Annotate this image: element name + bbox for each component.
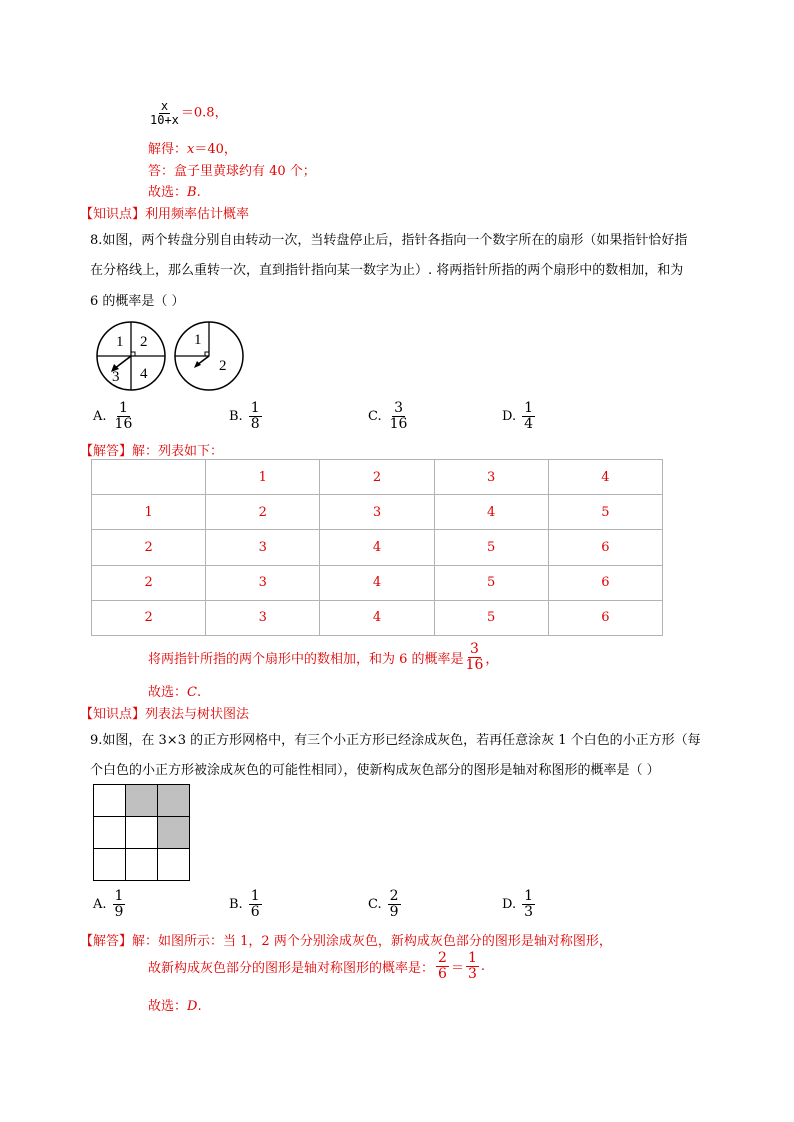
option-letter: D. <box>502 408 517 424</box>
option-fraction <box>249 401 262 431</box>
answer-fraction-1 <box>436 951 449 981</box>
table-row <box>92 460 663 495</box>
q9-line1: 9.如图，在 3×3 的正方形网格中，有三个小正方形已经涂成灰色，若再任意涂灰 1 个白色的小正方形（每 <box>90 733 701 748</box>
option-denominator: 9 <box>389 903 399 920</box>
conclusion-fraction <box>464 642 486 672</box>
option-numerator: 1 <box>250 400 260 416</box>
answer-intro: 解：列表如下： <box>132 444 224 459</box>
fraction-denominator: 3 <box>467 965 477 982</box>
choose-prefix: 故选： <box>148 685 188 700</box>
option-fraction <box>388 889 401 919</box>
fraction-numerator: 3 <box>470 641 479 657</box>
prev-choose-line <box>148 181 201 200</box>
grid-cell-gray <box>125 784 158 817</box>
option-fraction <box>388 401 410 431</box>
grid-cell-gray <box>157 784 190 817</box>
choose-end: . <box>196 685 202 700</box>
option-letter: C. <box>368 408 382 424</box>
spinner-left-label-1: 1 <box>116 334 124 350</box>
grid-cell-white <box>125 848 158 881</box>
answer-tag: 【解答】 <box>80 934 133 949</box>
table-cell: 4 <box>548 460 662 495</box>
q9-answer-line1 <box>80 930 612 949</box>
option-numerator: 1 <box>118 400 128 416</box>
table-cell: 4 <box>320 565 434 600</box>
table-cell: 2 <box>92 565 206 600</box>
grid-cell-white <box>125 816 158 849</box>
table-cell: 6 <box>548 565 662 600</box>
knowledge-point-8 <box>80 703 249 722</box>
equation-rhs: ＝0.8， <box>180 105 228 121</box>
q9-option-b[interactable] <box>229 889 262 919</box>
spinner-left-label-4: 4 <box>140 366 148 382</box>
spinner-left-label-2: 2 <box>140 334 148 350</box>
q9-option-d[interactable] <box>502 889 535 919</box>
q8-conclusion <box>148 642 498 672</box>
q8-line3: 6 的概率是（ ） <box>90 294 185 309</box>
fraction-denominator: 16 <box>465 656 484 673</box>
spinner-right-label-2: 2 <box>219 358 227 374</box>
grid-cell-gray <box>157 816 190 849</box>
q8-option-d[interactable] <box>502 401 535 431</box>
table-cell: 3 <box>320 495 434 530</box>
option-fraction <box>522 401 535 431</box>
conclusion-text: 将两指针所指的两个扇形中的数相加，和为 6 的概率是 <box>148 651 464 667</box>
option-letter: D. <box>502 896 517 912</box>
q9-answer-line2 <box>148 951 485 981</box>
option-fraction <box>113 401 135 431</box>
solve-variable: x <box>187 142 195 157</box>
q8-answer-header <box>80 440 223 459</box>
option-fraction <box>522 889 535 919</box>
table-cell <box>92 460 206 495</box>
option-letter: B. <box>229 408 243 424</box>
option-denominator: 9 <box>114 903 124 920</box>
q9-option-c[interactable] <box>368 889 401 919</box>
option-letter: A. <box>93 896 107 912</box>
knowledge-text: 利用频率估计概率 <box>145 207 250 222</box>
spinner-right-label-1: 1 <box>194 332 202 348</box>
answer-fraction-2 <box>466 951 479 981</box>
grid-cell-white <box>157 848 190 881</box>
prev-solve-line <box>148 138 237 157</box>
table-cell: 3 <box>206 530 320 565</box>
table-cell: 3 <box>206 600 320 635</box>
knowledge-point-7 <box>80 203 249 222</box>
option-letter: A. <box>93 408 107 424</box>
solve-prefix: 解得： <box>148 142 188 157</box>
option-numerator: 1 <box>114 888 124 904</box>
table-cell: 5 <box>434 565 548 600</box>
table-row <box>92 565 663 600</box>
option-numerator: 1 <box>524 400 534 416</box>
option-denominator: 3 <box>524 903 534 920</box>
table-cell: 1 <box>92 495 206 530</box>
choose-letter: C <box>187 685 197 700</box>
option-denominator: 16 <box>389 415 408 432</box>
q9-option-a[interactable] <box>93 889 125 919</box>
answer-text: 故新构成灰色部分的图形是轴对称图形的概率是： <box>148 960 435 976</box>
option-denominator: 4 <box>524 415 534 432</box>
q8-line2: 在分格线上，那么重转一次，直到指针指向某一数字为止）. 将两指针所指的两个扇形中的数相加，和为 <box>90 263 684 278</box>
fraction-numerator: x <box>160 99 169 113</box>
table-cell: 2 <box>206 495 320 530</box>
q8-option-a[interactable] <box>93 401 134 431</box>
table-cell: 2 <box>92 530 206 565</box>
fraction-denominator: 10+x <box>150 112 179 127</box>
table-row <box>92 495 663 530</box>
spinner-left-label-3: 3 <box>112 369 120 385</box>
table-cell: 4 <box>434 495 548 530</box>
option-numerator: 1 <box>250 888 260 904</box>
q8-line1: 8.如图，两个转盘分别自由转动一次，当转盘停止后，指针各指向一个数字所在的扇形（如果指针恰好指 <box>90 233 688 248</box>
choose-end: . <box>197 999 202 1014</box>
option-fraction <box>249 889 262 919</box>
choose-letter: D <box>187 999 198 1014</box>
equation-fraction <box>148 100 181 126</box>
spinner-figure <box>94 320 254 394</box>
fraction-denominator: 6 <box>438 965 447 982</box>
table-cell: 5 <box>548 495 662 530</box>
grid-cell-white <box>93 816 126 849</box>
sum-table <box>91 459 663 636</box>
q9-line2: 个白色的小正方形被涂成灰色的可能性相同），使新构成灰色部分的图形是轴对称图形的概率是（ ） <box>90 763 660 778</box>
grid-cell-white <box>93 784 126 817</box>
table-cell: 3 <box>206 565 320 600</box>
table-cell: 6 <box>548 530 662 565</box>
fraction-numerator: 1 <box>467 950 477 966</box>
table-cell: 4 <box>320 530 434 565</box>
knowledge-text: 列表法与树状图法 <box>145 707 250 722</box>
knowledge-tag: 【知识点】 <box>80 707 146 722</box>
q8-option-c[interactable] <box>368 401 409 431</box>
q9-choose-line <box>148 995 202 1014</box>
prev-answer-line: 答：盒子里黄球约有 40 个； <box>148 164 316 179</box>
option-fraction <box>113 889 126 919</box>
answer-text: 解：如图所示：当 1，2 两个分别涂成灰色，新构成灰色部分的图形是轴对称图形， <box>132 934 612 949</box>
table-cell: 5 <box>434 600 548 635</box>
choose-letter: B <box>187 185 197 200</box>
option-numerator: 2 <box>389 888 399 904</box>
table-cell: 6 <box>548 600 662 635</box>
option-denominator: 16 <box>114 415 133 432</box>
q9-grid-figure <box>93 784 189 880</box>
option-denominator: 8 <box>250 415 260 432</box>
table-row <box>92 600 663 635</box>
table-row <box>92 530 663 565</box>
spinner-right <box>175 322 243 390</box>
option-denominator: 6 <box>250 903 260 920</box>
grid-cell-white <box>93 848 126 881</box>
choose-prefix: 故选： <box>148 185 188 200</box>
table-cell: 4 <box>320 600 434 635</box>
choose-prefix: 故选： <box>148 999 188 1014</box>
option-letter: B. <box>229 896 243 912</box>
option-letter: C. <box>368 896 382 912</box>
prev-equation <box>148 100 228 126</box>
option-numerator: 1 <box>524 888 534 904</box>
option-numerator: 3 <box>394 400 403 416</box>
choose-end: . <box>196 185 201 200</box>
table-cell: 2 <box>92 600 206 635</box>
conclusion-end: ， <box>485 651 499 667</box>
table-cell: 5 <box>434 530 548 565</box>
table-cell: 1 <box>206 460 320 495</box>
answer-tag: 【解答】 <box>80 444 133 459</box>
table-cell: 2 <box>320 460 434 495</box>
equals-sign: ＝ <box>450 960 464 976</box>
q8-choose-line <box>148 681 201 700</box>
table-cell: 3 <box>434 460 548 495</box>
answer-end: . <box>480 958 486 974</box>
spinner-left <box>97 322 165 390</box>
q8-option-b[interactable] <box>229 401 262 431</box>
solve-rhs: ＝40， <box>194 142 237 157</box>
knowledge-tag: 【知识点】 <box>80 207 146 222</box>
fraction-numerator: 2 <box>438 950 447 966</box>
